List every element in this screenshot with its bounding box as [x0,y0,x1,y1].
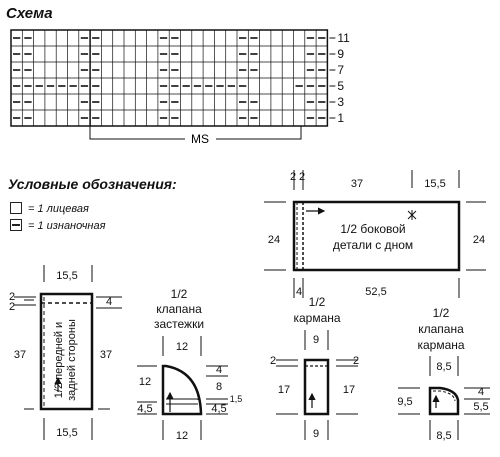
side-top-right: 15,5 [424,178,446,190]
scheme-title: Схема [6,5,53,22]
side-label-1: 1/2 боковой [340,222,406,236]
repeat-bracket [90,126,301,146]
side-bottom-a: 4 [295,286,303,298]
pocket-label-1: 1/2 [308,295,326,309]
side-label-2: детали с дном [332,238,414,252]
clasp-flap-left-low: 4,5 [137,403,153,415]
side-top-b: 2 [298,171,306,183]
side-top-a: 2 [289,171,297,183]
pocket-right-small: 2 [352,355,360,367]
front-side-a: 2 [8,291,16,303]
row-number: 1 [337,111,345,125]
clasp-flap-top: 12 [175,341,189,353]
clasp-flap-right-small: 1,5 [229,394,243,404]
front-side-b: 2 [8,301,16,313]
pocket-flap-left: 9,5 [397,396,413,408]
clasp-flap-label-2: клапана [156,302,202,316]
pocket-bottom: 9 [312,428,320,440]
front-width-bottom: 15,5 [56,427,78,439]
pocket-flap-bottom: 8,5 [436,430,452,442]
front-width-top: 15,5 [56,270,78,282]
clasp-flap-bottom: 12 [175,430,189,442]
side-height-left: 24 [267,234,281,246]
clasp-flap-right-top: 4 [215,364,223,376]
clasp-flap-right-low: 4,5 [211,403,227,415]
row-number: 7 [337,63,345,77]
clasp-flap-left: 12 [138,376,152,388]
row-numbers [329,31,350,125]
pocket-left-small: 2 [269,355,277,367]
side-top-width: 37 [350,178,364,190]
pocket-flap-right-b: 5,5 [473,401,489,413]
side-height-right: 24 [472,234,486,246]
pocket-label-2: кармана [293,311,341,325]
row-number: 5 [337,79,345,93]
clasp-flap-right-mid: 8 [215,381,223,393]
legend-title: Условные обозначения: [8,176,177,192]
repeat-label: MS [191,132,209,146]
legend-knit-label: = 1 лицевая [28,203,89,215]
side-bottom-width: 52,5 [365,286,387,298]
pocket-flap-label-3: кармана [417,338,465,352]
clasp-flap-label-3: застежки [153,317,205,331]
front-hem: 4 [105,296,113,308]
stitch-chart [11,30,327,126]
legend-purl-label: = 1 изнаночная [28,220,106,232]
pocket-flap-right-a: 4 [477,386,485,398]
row-number: 9 [337,47,345,61]
pocket-left: 17 [277,384,291,396]
front-label-1: 1/2 передней и [53,321,65,399]
pocket-flap-top: 8,5 [436,361,452,373]
pocket-flap-label-2: клапана [418,322,464,336]
pocket-top: 9 [312,334,320,346]
front-label-2: задней стороны [66,319,78,401]
row-number: 11 [337,31,350,45]
pocket-flap-label-1: 1/2 [432,306,450,320]
pocket-right: 17 [342,384,356,396]
row-number: 3 [337,95,345,109]
clasp-flap-label-1: 1/2 [170,287,188,301]
front-height-left: 37 [13,349,27,361]
front-height-right: 37 [99,349,113,361]
